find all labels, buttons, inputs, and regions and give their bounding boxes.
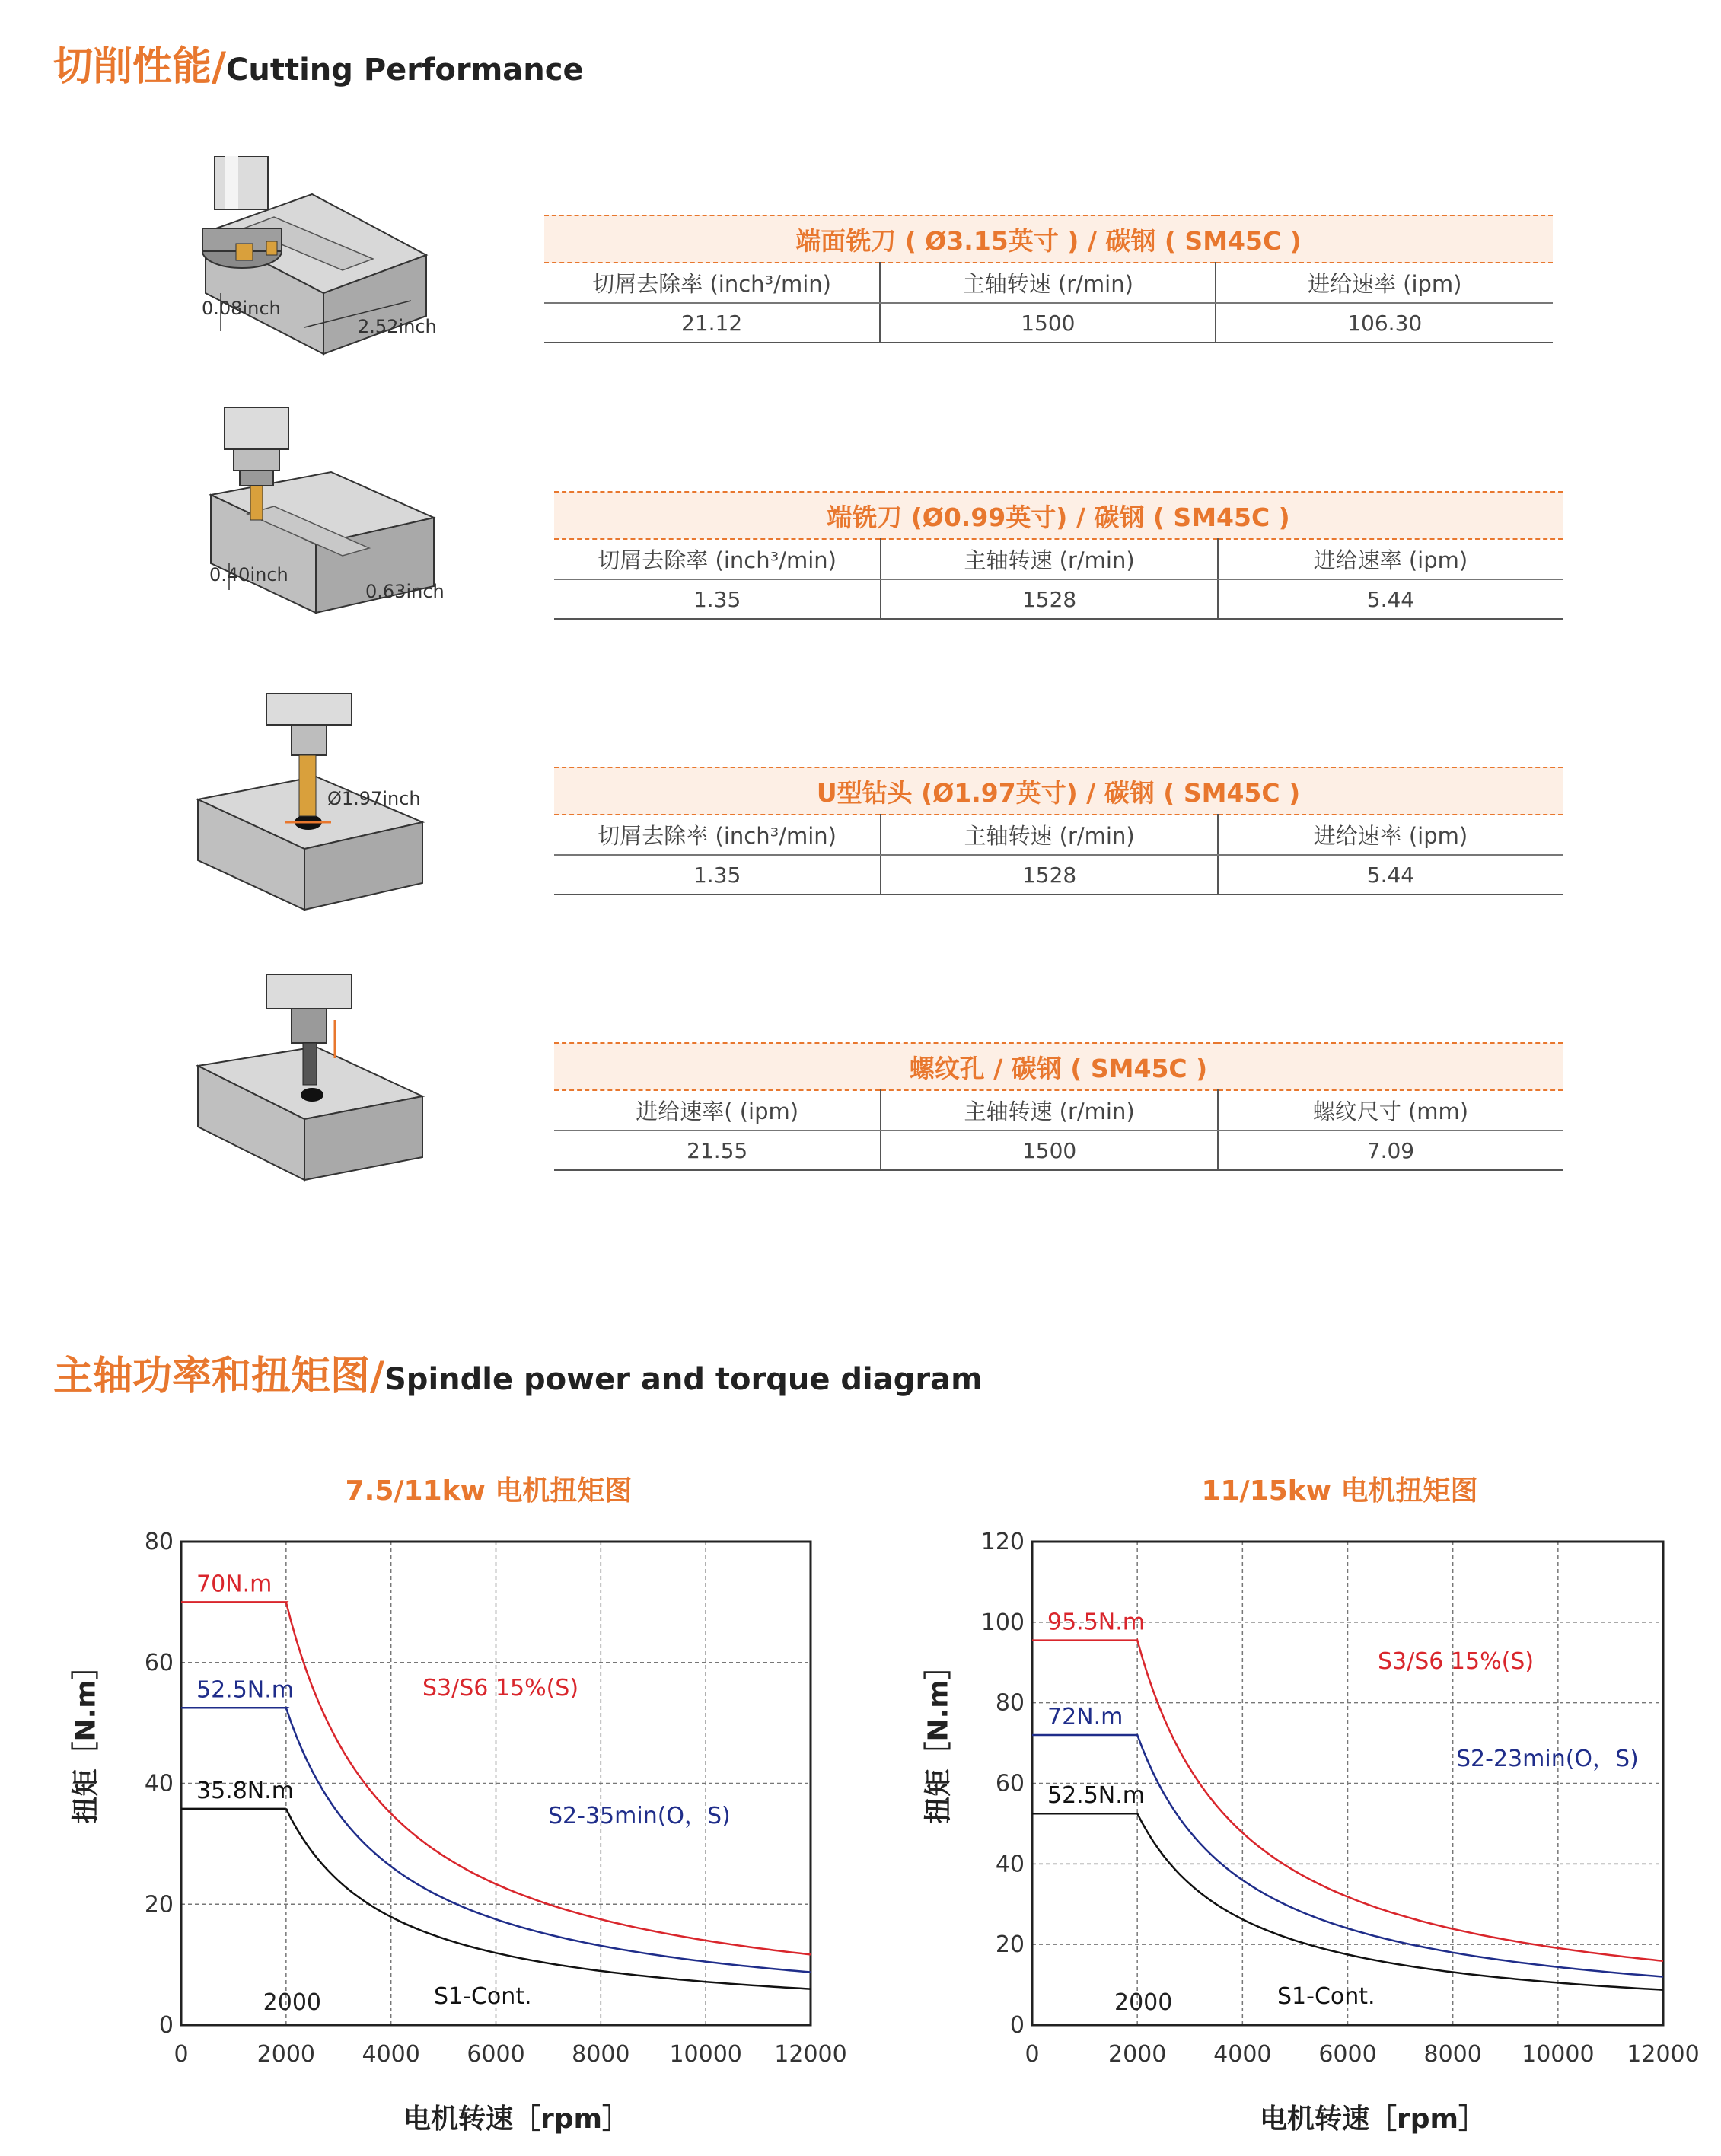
level-label: 70N.m	[196, 1571, 272, 1598]
col-header: 进给速率 (ipm)	[1218, 815, 1563, 855]
level-label: 95.5N.m	[1047, 1609, 1145, 1636]
y-tick-label: 120	[980, 1529, 1025, 1555]
table-cell: 1500	[880, 303, 1216, 343]
x-tick-label: 2000	[1107, 2041, 1167, 2068]
section-title-en: Spindle power and torque diagram	[384, 1362, 983, 1397]
x-tick-label: 6000	[467, 2041, 525, 2068]
y-tick-label: 20	[995, 1931, 1025, 1959]
col-header: 主轴转速 (r/min)	[880, 263, 1216, 303]
dim-diameter-label: Ø1.97inch	[327, 788, 421, 809]
y-tick-label: 60	[144, 1649, 174, 1676]
base-speed-label: 2000	[263, 1989, 322, 2016]
dim-depth-label: 0.08inch	[202, 298, 281, 319]
table-cell: 21.12	[544, 303, 880, 343]
y-tick-label: 0	[1009, 2012, 1025, 2039]
table-cell: 7.09	[1218, 1131, 1563, 1170]
x-axis-label-right: 电机转速［rpm］	[1260, 2103, 1487, 2135]
table-cell: 1.35	[554, 579, 881, 619]
series-name-label: S2-35min(O，S)	[548, 1803, 731, 1829]
x-tick-label: 12000	[774, 2041, 847, 2068]
y-tick-label: 80	[144, 1529, 174, 1555]
series-name-label: S1-Cont.	[1277, 1983, 1375, 2010]
x-tick-label: 0	[1025, 2041, 1040, 2068]
y-tick-label: 40	[995, 1851, 1025, 1878]
table-caption: 端面铣刀 ( Ø3.15英寸 ) / 碳钢 ( SM45C )	[544, 215, 1553, 263]
table-caption: U型钻头 (Ø1.97英寸) / 碳钢 ( SM45C )	[554, 767, 1563, 815]
col-header: 主轴转速 (r/min)	[881, 815, 1218, 855]
table-cell: 1.35	[554, 855, 881, 895]
dim-width-label: 2.52inch	[358, 316, 437, 337]
y-axis-label-left: 扭矩［N.m］	[70, 1652, 102, 1824]
col-header: 进给速率 (ipm)	[1218, 539, 1563, 579]
col-header: 切屑去除率 (inch³/min)	[544, 263, 880, 303]
base-speed-label: 2000	[1114, 1989, 1173, 2016]
table-cell: 5.44	[1218, 855, 1563, 895]
x-tick-label: 12000	[1627, 2041, 1700, 2068]
table-cell: 1528	[881, 855, 1218, 895]
dim-depth-label: 0.40inch	[209, 564, 288, 585]
level-label: 72N.m	[1047, 1704, 1123, 1730]
dim-width-label: 0.63inch	[365, 581, 445, 602]
table-cell: 1528	[881, 579, 1218, 619]
col-header: 螺纹尺寸 (mm)	[1218, 1090, 1563, 1131]
col-header: 主轴转速 (r/min)	[881, 539, 1218, 579]
series-name-label: S2-23min(O，S)	[1456, 1746, 1639, 1772]
y-tick-label: 100	[980, 1609, 1025, 1636]
x-tick-label: 0	[174, 2041, 189, 2068]
x-tick-label: 8000	[1423, 2041, 1482, 2068]
x-tick-label: 4000	[1213, 2041, 1272, 2068]
chart-title-left: 7.5/11kw 电机扭矩图	[345, 1475, 633, 1507]
series-name-label: S3/S6 15%(S)	[1378, 1648, 1535, 1675]
x-tick-label: 2000	[257, 2041, 316, 2068]
y-tick-label: 60	[995, 1770, 1025, 1797]
section-title-en: Cutting Performance	[226, 53, 584, 88]
y-tick-label: 80	[995, 1689, 1025, 1717]
level-label: 35.8N.m	[196, 1777, 294, 1804]
table-cell: 21.55	[554, 1131, 881, 1170]
series-name-label: S3/S6 15%(S)	[422, 1675, 579, 1702]
col-header: 切屑去除率 (inch³/min)	[554, 539, 881, 579]
x-tick-label: 10000	[1522, 2041, 1595, 2068]
col-header: 主轴转速 (r/min)	[881, 1090, 1218, 1131]
y-tick-label: 40	[144, 1770, 174, 1797]
table-cell: 5.44	[1218, 579, 1563, 619]
level-label: 52.5N.m	[196, 1676, 294, 1704]
section-title-cn: 切削性能/	[53, 44, 226, 90]
table-cell: 106.30	[1216, 303, 1553, 343]
x-tick-label: 8000	[572, 2041, 630, 2068]
level-label: 52.5N.m	[1047, 1782, 1145, 1810]
chart-title-right: 11/15kw 电机扭矩图	[1201, 1475, 1478, 1507]
y-axis-label-right: 扭矩［N.m］	[923, 1652, 955, 1824]
series-name-label: S1-Cont.	[434, 1983, 532, 2010]
y-tick-label: 20	[144, 1891, 174, 1918]
table-caption: 螺纹孔 / 碳钢 ( SM45C )	[554, 1043, 1563, 1090]
y-tick-label: 0	[158, 2012, 174, 2039]
x-tick-label: 4000	[362, 2041, 420, 2068]
table-cell: 1500	[881, 1131, 1218, 1170]
x-axis-label-left: 电机转速［rpm］	[403, 2103, 630, 2135]
table-caption: 端铣刀 (Ø0.99英寸) / 碳钢 ( SM45C )	[554, 492, 1563, 539]
col-header: 切屑去除率 (inch³/min)	[554, 815, 881, 855]
x-tick-label: 6000	[1318, 2041, 1377, 2068]
col-header: 进给速率 (ipm)	[1216, 263, 1553, 303]
section-title-cn: 主轴功率和扭矩图/	[53, 1354, 384, 1399]
x-tick-label: 10000	[669, 2041, 742, 2068]
col-header: 进给速率( (ipm)	[554, 1090, 881, 1131]
